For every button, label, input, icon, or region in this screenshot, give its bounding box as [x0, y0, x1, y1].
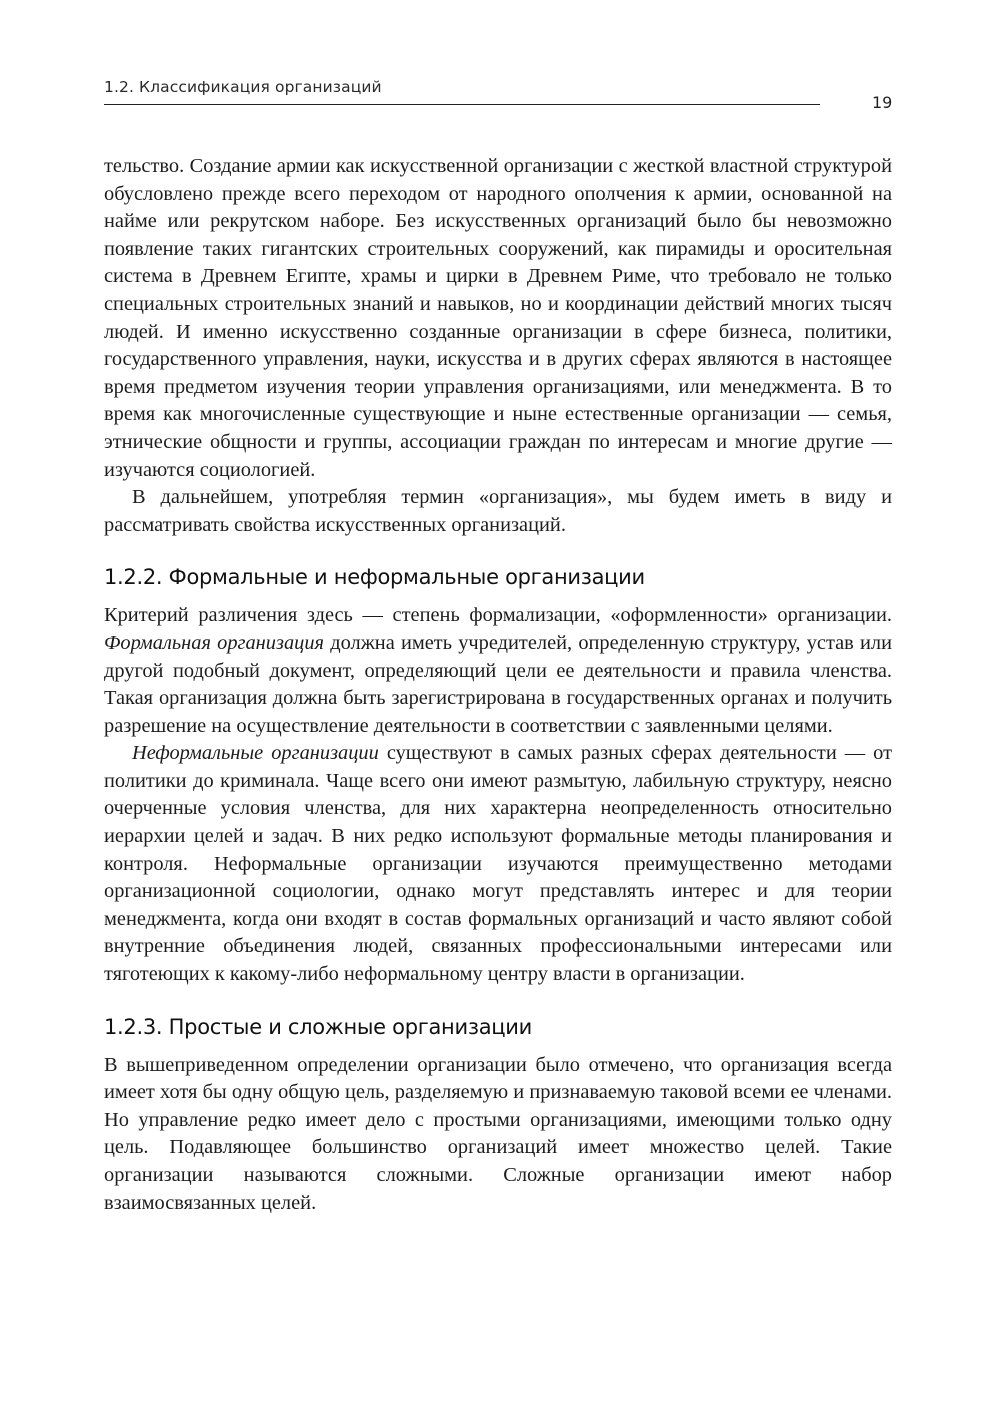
header-rule	[104, 104, 820, 105]
section-heading-formal-informal: 1.2.2. Формальные и неформальные организации	[104, 565, 645, 590]
paragraph-simple-complex: В вышеприведенном определении организации было отмечено, что организация всегда имеет хотя бы одну общую цель, разделяемую и признаваемую таковой всеми ее членами. Но управление редко имеет дело с простыми организациями, имеющими только одну цель. Подавляющее большинство организаций имеет множество целей. Такие организации называются сложными. Сложные организации имеют набор взаимосвязанных целей.	[104, 1053, 892, 1214]
paragraph-definition-note: В дальнейшем, употребляя термин «организация», мы будем иметь в виду и рассматривать свойства искусственных организаций.	[104, 486, 892, 536]
page-number: 19	[872, 93, 893, 112]
text-segment: Критерий различения здесь — степень формализации, «оформленности» организации.	[104, 604, 892, 627]
paragraph-continued: тельство. Создание армии как искусственной организации с жесткой властной структурой обусловлено прежде всего переходом от народного ополчения к армии, основанной на найме или рекрутском наборе. Без искусственных организаций было бы невозможно появление таких гигантских строительных сооружений, как пирамиды и оросительная система в Древнем Египте, храмы и цирки в Древнем Риме, что требовало не только специальных строительных знаний и навыков, но и координации действий многих тысяч людей. И именно искусственно созданные организации в сфере бизнеса, политики, государственного управления, науки, искусства и в других сферах являются в настоящее время предметом изучения теории управления организациями, или менеджмента. В то время как многочисленные существующие и ныне естественные организации — семья, этнические общности и группы, ассоциации граждан по интересам и многие другие — изучаются социологией.	[104, 155, 892, 481]
text-segment: должна иметь учредителей, определенную структуру, устав или другой подобный документ, определяющий цели ее деятельности и правила членства. Такая организация должна быть зарегистрирована в государственных органах и получить разрешение на осуществление деятельности в соответствии с заявленными целями.	[104, 631, 892, 737]
running-header-title: 1.2. Классификация организаций	[104, 78, 382, 96]
term-informal-organizations: Неформальные организации	[132, 742, 379, 765]
section-heading-simple-complex: 1.2.3. Простые и сложные организации	[104, 1014, 532, 1039]
paragraph-informal-organizations	[104, 740, 892, 988]
term-formal-organization: Формальная организация	[104, 631, 325, 654]
text-segment: существуют в самых разных сферах деятельности — от политики до криминала. Чаще всего они имеют размытую, лабильную структуру, неясно очерченные условия членства, для них характерна неопределенность относительно иерархии целей и задач. В них редко используют формальные методы планирования и контроля. Неформальные организации изучаются преимущественно методами организационной социологии, однако могут представлять интерес и для теории менеджмента, когда они входят в состав формальных организаций и часто являют собой внутренние объединения людей, связанных профессиональными интересами или тяготеющих к какому-либо неформальному центру власти в организации.	[104, 742, 892, 986]
page-body	[104, 153, 892, 1217]
paragraph-formal-organization	[104, 602, 892, 740]
